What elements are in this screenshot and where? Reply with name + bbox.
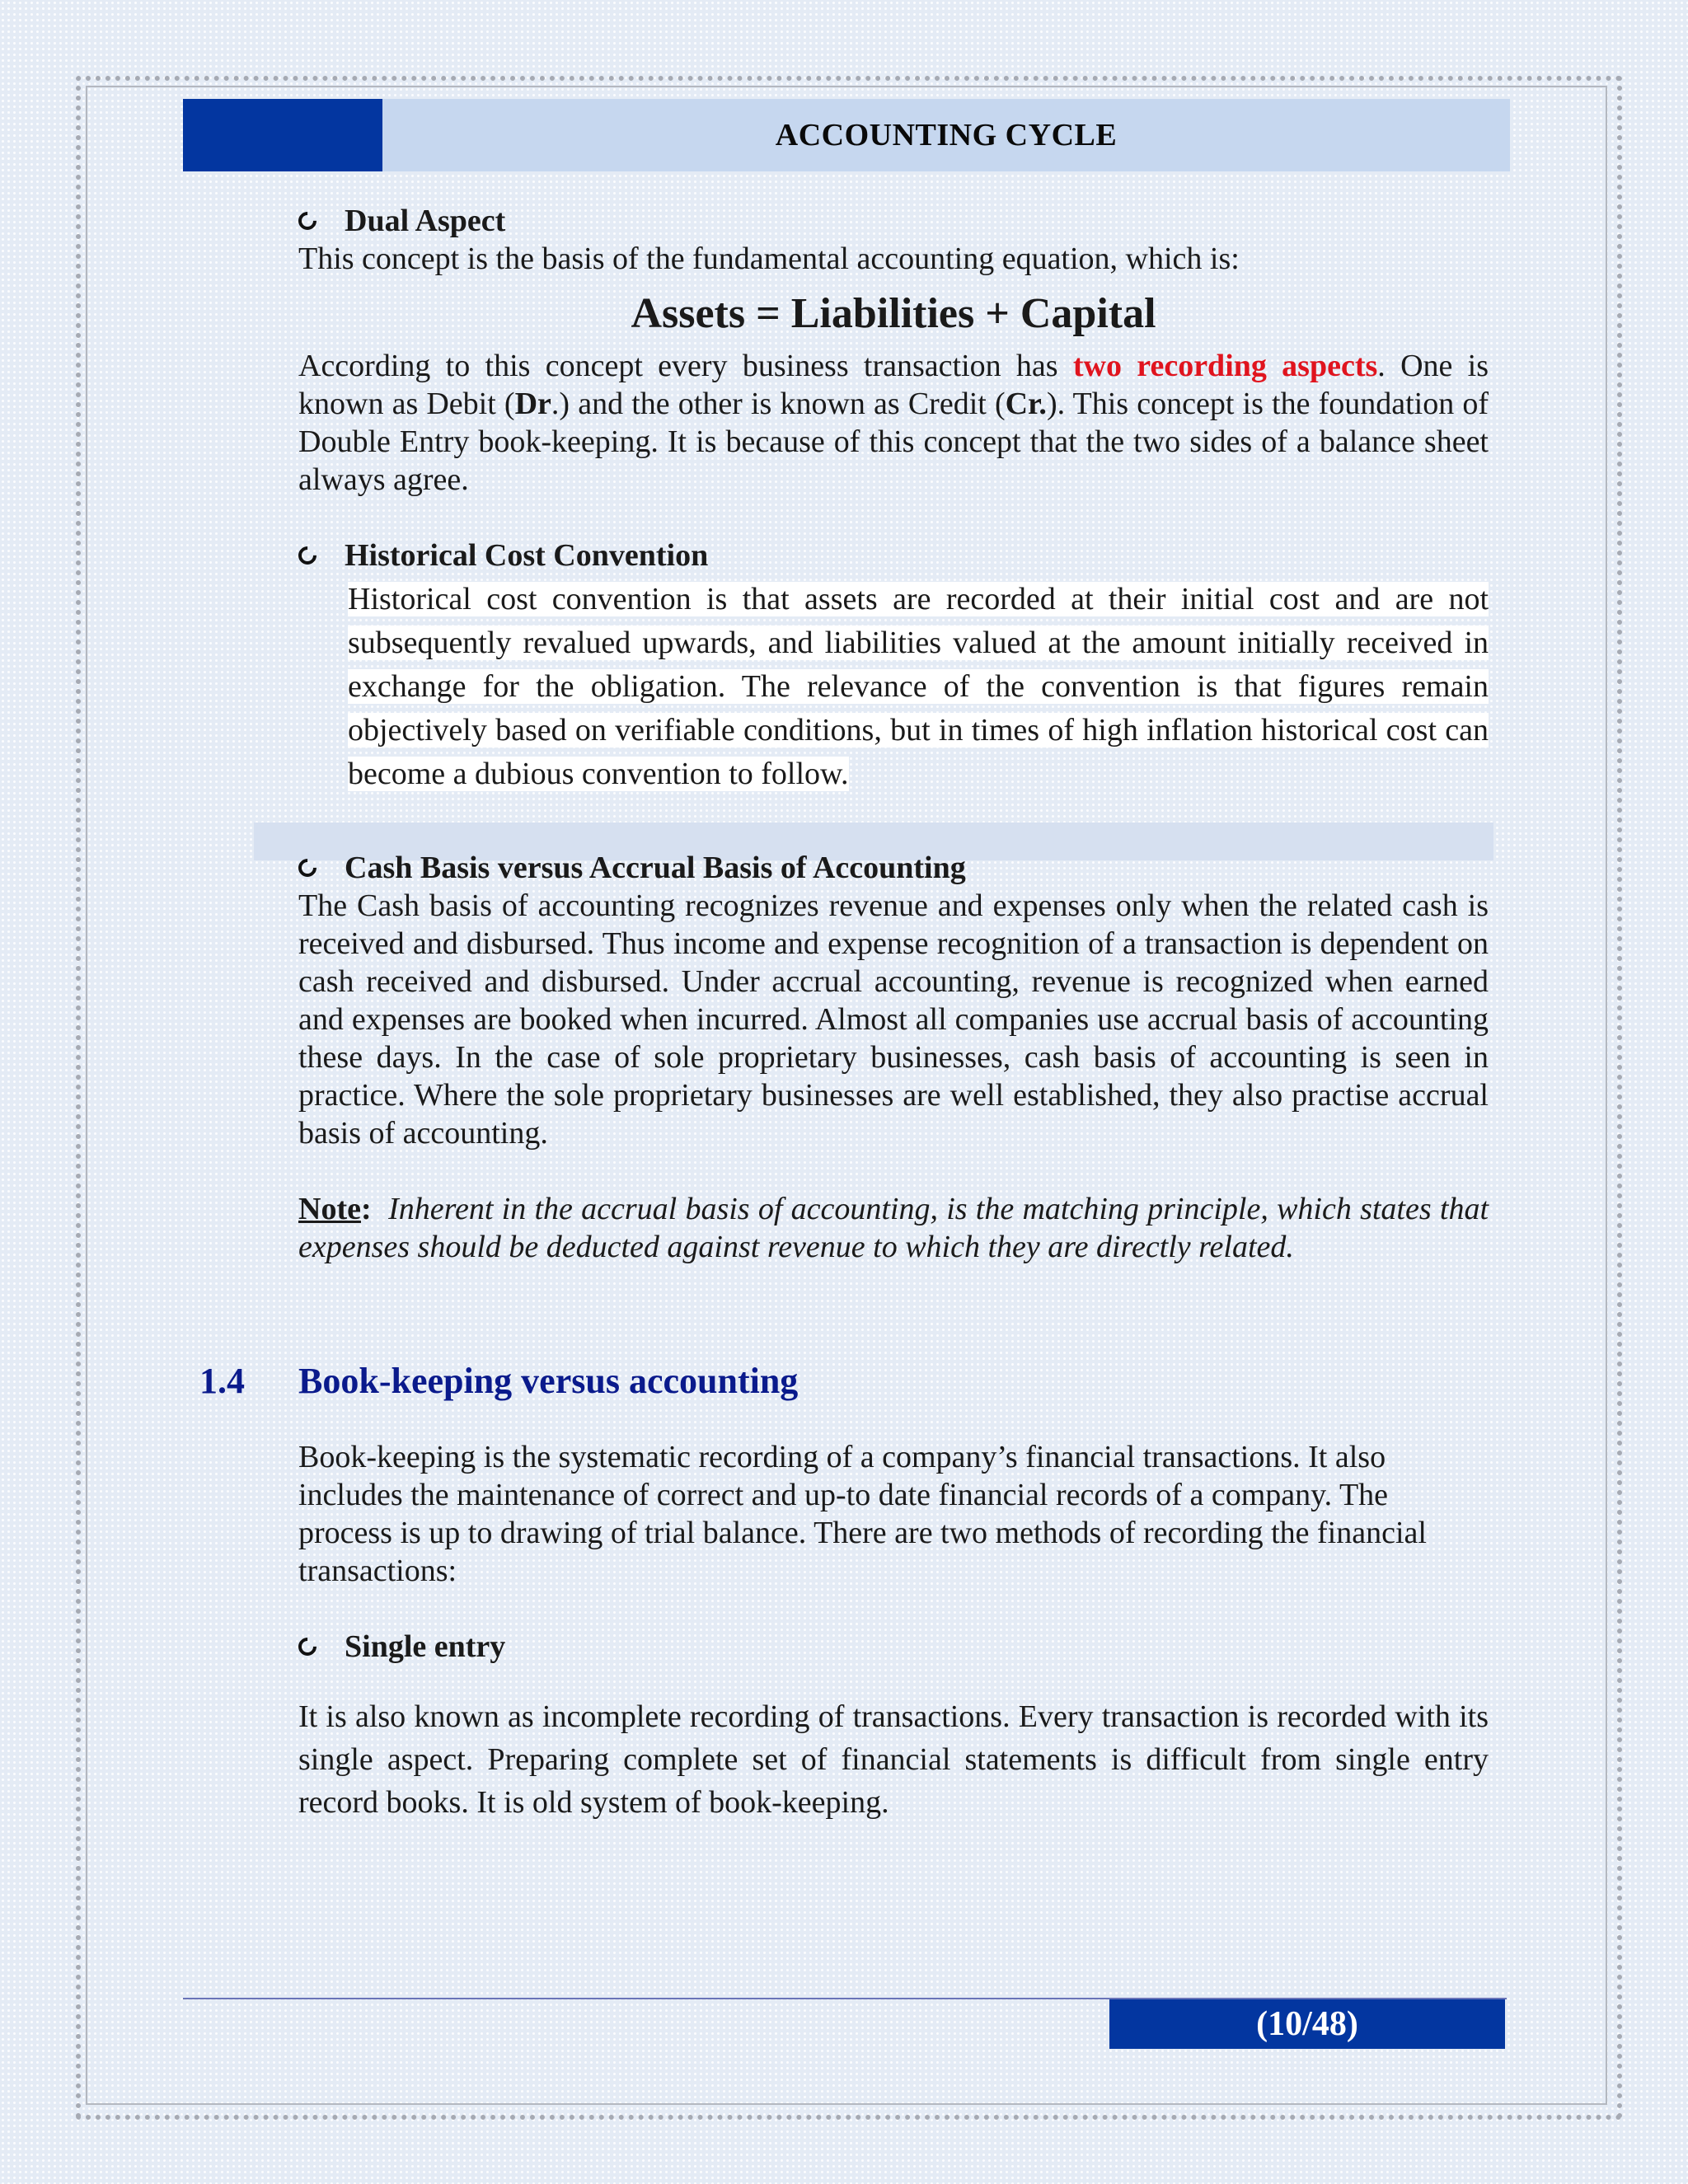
credit-abbrev: Cr.	[1005, 387, 1047, 421]
historical-heading	[298, 537, 1489, 574]
circle-bullet-icon	[294, 1633, 320, 1659]
single-entry-heading	[298, 1628, 1489, 1666]
page-number: (10/48)	[1109, 1999, 1505, 2049]
cash-accrual-heading	[298, 849, 1489, 887]
cash-accrual-heading-text: Cash Basis versus Accrual Basis of Accounting	[345, 851, 966, 885]
dual-aspect-paragraph	[298, 347, 1489, 499]
note-text: Inherent in the accrual basis of accounting, is the matching principle, which states that expenses should be deducted against revenue to which they are directly related.	[298, 1192, 1489, 1264]
text-run: According to this concept every business transaction has	[298, 349, 1073, 383]
note-colon: :	[360, 1192, 372, 1226]
circle-bullet-icon	[294, 855, 320, 880]
debit-abbrev: Dr	[514, 387, 551, 421]
historical-paragraph	[348, 578, 1489, 796]
page-title: ACCOUNTING CYCLE	[775, 118, 1118, 152]
section-title: Book-keeping versus accounting	[298, 1361, 799, 1401]
dual-aspect-heading-text: Dual Aspect	[345, 204, 506, 238]
single-entry-heading-text: Single entry	[345, 1629, 506, 1664]
accounting-equation: Assets = Liabilities + Capital	[631, 290, 1156, 337]
header-accent-block	[183, 99, 382, 171]
bookkeeping-paragraph: Book-keeping is the systematic recording of a company’s financial transactions. It also includes the maintenance of correct and up-to date financial records of a company. The process is up to drawing of trial balance. There are two methods of recording the financial transactions:	[298, 1440, 1427, 1588]
dual-aspect-intro: This concept is the basis of the fundamental accounting equation, which is:	[298, 241, 1240, 276]
text-run: ). This concept is the foundation of Double Entry book-keeping. It is because of this concept that the two sides of a balance sheet always agree.	[298, 387, 1489, 497]
historical-heading-text: Historical Cost Convention	[345, 538, 709, 573]
section-content	[298, 1438, 1489, 1824]
highlight-text: two recording aspects	[1072, 349, 1378, 383]
text-run: . One is known as Debit (	[298, 349, 1489, 421]
header-bar	[183, 99, 1510, 171]
note-paragraph	[298, 1190, 1489, 1266]
cash-accrual-paragraph: The Cash basis of accounting recognizes revenue and expenses only when the related cash is received and disbursed. Thus income and expense recognition of a transaction is dependent on cash received and disbursed. Under accrual accounting, revenue is recognized when earned and expenses are booked when incurred. Almost all companies use accrual basis of accounting these days. In the case of sole proprietary businesses, cash basis of accounting is seen in practice. Where the sole proprietary businesses are well established, they also practise accrual basis of accounting.	[298, 888, 1489, 1151]
main-content	[298, 202, 1489, 1266]
section-number: 1.4	[199, 1361, 245, 1401]
single-entry-paragraph: It is also known as incomplete recording of transactions. Every transaction is recorded with its single aspect. Preparing complete set of financial statements is difficult from single entry record books. It is old system of book-keeping.	[298, 1699, 1489, 1820]
circle-bullet-icon	[294, 542, 320, 568]
text-run: .) and the other is known as Credit (	[551, 387, 1006, 421]
circle-bullet-icon	[294, 208, 320, 233]
note-label: Note	[298, 1192, 361, 1226]
section-heading	[199, 1360, 798, 1402]
historical-text: Historical cost convention is that assets are recorded at their initial cost and are not subsequently revalued upwards, and liabilities valued at the amount initially received in exchange for the obligation. The relevance of the convention is that figures remain objectively based on verifiable conditions, but in times of high inflation historical cost can become a dubious convention to follow.	[348, 582, 1489, 791]
dual-aspect-heading	[298, 202, 1489, 240]
